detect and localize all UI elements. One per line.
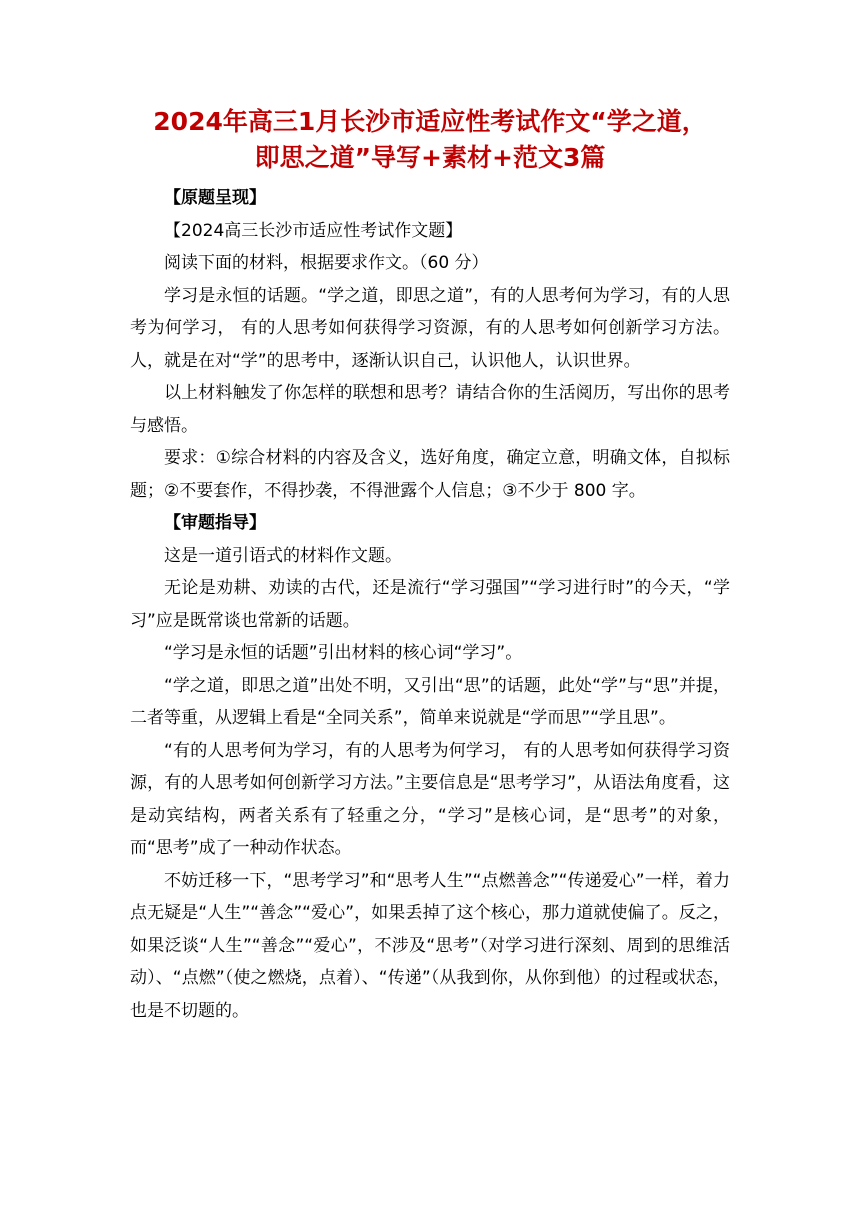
title-line-2: 即思之道”导写+素材+范文3篇 (254, 143, 606, 172)
guidance-paragraph: “学之道，即思之道”出处不明，又引出“思”的话题，此处“学”与“思”并提，二者等重，从逻辑上看是“全同关系”，简单来说就是“学而思”“学且思”。 (130, 675, 730, 728)
document-title (110, 104, 750, 176)
prompt-paragraph: 以上材料触发了你怎样的联想和思考？请结合你的生活阅历，写出你的思考与感悟。 (130, 383, 730, 436)
section-heading-original-question: 【原题呈现】 (164, 188, 266, 208)
material-paragraph: 学习是永恒的话题。“学之道，即思之道”，有的人思考何为学习，有的人思考为何学习， 有的人思考如何获得学习资源，有的人思考如何创新学习方法。人，就是在对“学”的思考中，逐渐认识自己，认识他人，认识世界。 (130, 285, 730, 371)
title-line-1: 2024年高三1月长沙市适应性考试作文“学之道， (153, 107, 707, 136)
exam-label: 【2024高三长沙市适应性考试作文题】 (164, 220, 463, 241)
guidance-paragraph: 无论是劝耕、劝读的古代，还是流行“学习强国”“学习进行时”的今天，“学习”应是既常谈也常新的话题。 (130, 578, 730, 631)
guidance-paragraph: “有的人思考何为学习，有的人思考为何学习， 有的人思考如何获得学习资源，有的人思考如何创新学习方法。”主要信息是“思考学习”，从语法角度看，这是动宾结构，两者关系有了轻重之分，“学习”是核心词，是“思考”的对象，而“思考”成了一种动作状态。 (130, 740, 730, 858)
guidance-paragraph: 不妨迁移一下，“思考学习”和“思考人生”“点燃善念”“传递爱心”一样，着力点无疑是“人生”“善念”“爱心”，如果丢掉了这个核心，那力道就使偏了。反之，如果泛谈“人生”“善念”“爱心”，不涉及“思考”（对学习进行深刻、周到的思维活动）、“点燃”（使之燃烧，点着）、“传递”（从我到你，从你到他）的过程或状态，也是不切题的。 (130, 870, 730, 1021)
instruction-paragraph: 阅读下面的材料，根据要求作文。（60 分） (164, 253, 489, 273)
document-body (130, 182, 730, 1027)
guidance-paragraph: “学习是永恒的话题”引出材料的核心词“学习”。 (164, 643, 523, 663)
guidance-paragraph: 这是一道引语式的材料作文题。 (164, 545, 402, 566)
requirements-paragraph: 要求：①综合材料的内容及含义，选好角度，确定立意，明确文体，自拟标题；②不要套作，不得抄袭，不得泄露个人信息；③不少于 800 字。 (130, 448, 730, 501)
section-heading-guidance: 【审题指导】 (164, 513, 266, 533)
